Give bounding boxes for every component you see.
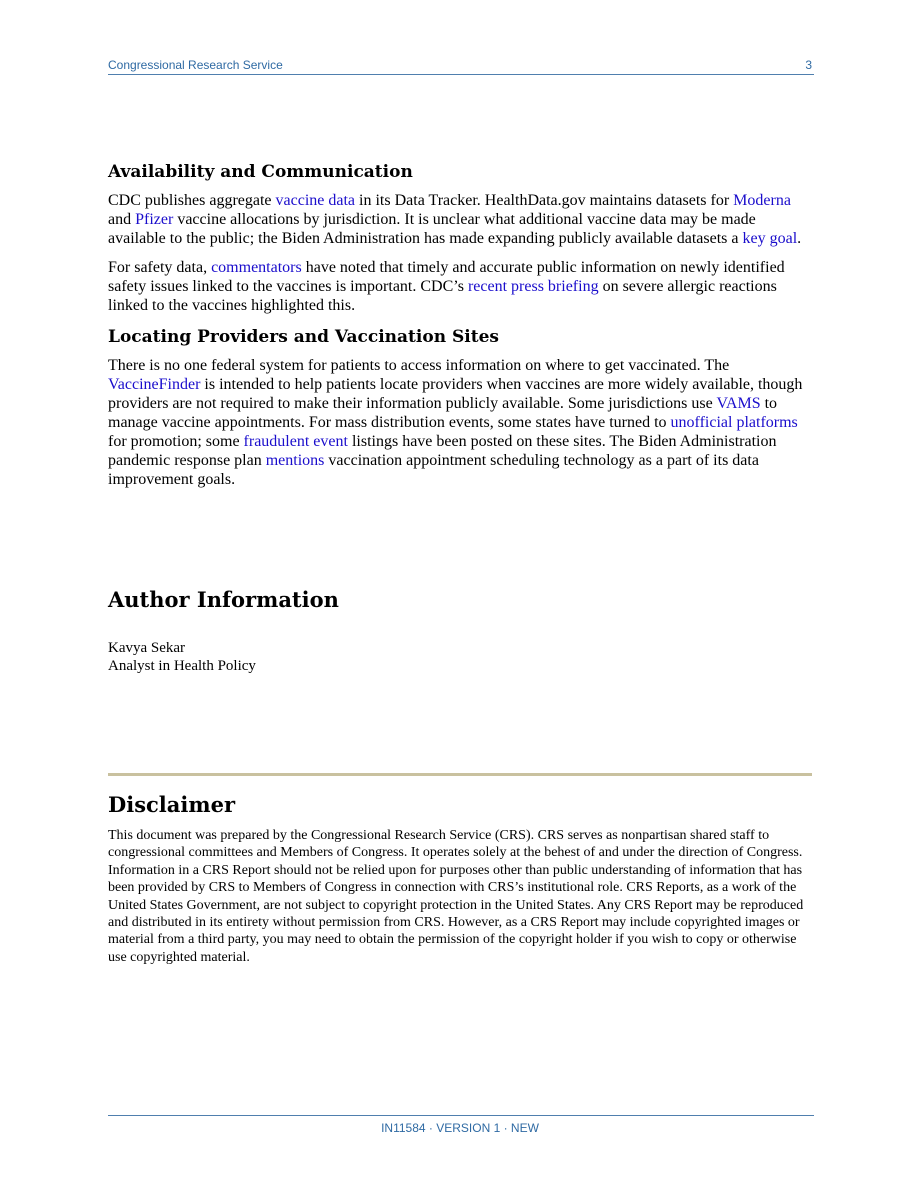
heading-author-information: Author Information bbox=[108, 587, 339, 612]
text-span: . bbox=[797, 230, 802, 247]
link-commentators[interactable]: commentators bbox=[211, 259, 302, 276]
link-moderna[interactable]: Moderna bbox=[733, 192, 791, 209]
section-divider bbox=[108, 773, 812, 776]
link-recent-press-briefing[interactable]: recent press briefing bbox=[467, 278, 599, 295]
text-span: for promotion; some bbox=[108, 433, 244, 450]
author-block bbox=[108, 639, 256, 675]
text-span: on severe allergic reactions linked to the vaccines highlighted this. bbox=[108, 278, 777, 314]
footer-divider bbox=[108, 1115, 814, 1116]
link-mentions[interactable]: mentions bbox=[265, 452, 325, 469]
text-span: is intended to help patients locate providers when vaccines are more widely available, though providers are not required to make their information publicly available. Some jurisdictions use bbox=[108, 376, 803, 412]
link-vams[interactable]: VAMS bbox=[716, 395, 761, 412]
heading-disclaimer: Disclaimer bbox=[108, 792, 236, 817]
text-span: listings have been posted on these sites. The Biden Administration pandemic response plan bbox=[108, 433, 777, 469]
paragraph-locating-1 bbox=[108, 356, 814, 489]
text-span: vaccination appointment scheduling technology as a part of its data improvement goals. bbox=[108, 452, 759, 488]
text-span: For safety data, bbox=[108, 259, 212, 276]
main-content bbox=[108, 160, 814, 499]
link-vaccinefinder[interactable]: VaccineFinder bbox=[108, 376, 201, 393]
text-span: in its Data Tracker. HealthData.gov maintains datasets for bbox=[355, 192, 734, 209]
text-span: and bbox=[108, 211, 136, 228]
text-span: to manage vaccine appointments. For mass distribution events, some states have turned to bbox=[108, 395, 778, 431]
header-page-number: 3 bbox=[805, 58, 812, 72]
footer-report-id: IN11584 · VERSION 1 · NEW bbox=[381, 1121, 539, 1135]
paragraph-availability-2 bbox=[108, 258, 814, 315]
heading-locating-providers: Locating Providers and Vaccination Sites bbox=[108, 327, 499, 347]
text-span: CDC publishes aggregate bbox=[108, 192, 276, 209]
link-fraudulent-event[interactable]: fraudulent event bbox=[243, 433, 348, 450]
header-org-name: Congressional Research Service bbox=[108, 58, 283, 72]
link-pfizer[interactable]: Pfizer bbox=[135, 211, 174, 228]
page-header bbox=[108, 58, 814, 75]
text-span: have noted that timely and accurate public information on newly identified safety issues linked to the vaccines is important. CDC’s bbox=[108, 259, 785, 295]
link-vaccine-data[interactable]: vaccine data bbox=[275, 192, 356, 209]
link-unofficial-platforms[interactable]: unofficial platforms bbox=[670, 414, 798, 431]
disclaimer-text: This document was prepared by the Congressional Research Service (CRS). CRS serves as nonpartisan shared staff to congressional committees and Members of Congress. It operates solely at the behest of and under the direction of Congress. Information in a CRS Report should not be relied upon for purposes other than public understanding of information that has been provided by CRS to Members of Congress in connection with CRS’s institutional role. CRS Reports, as a work of the United States Government, are not subject to copyright protection in the United States. Any CRS Report may be reproduced and distributed in its entirety without permission from CRS. However, as a CRS Report may include copyrighted images or material from a third party, you may need to obtain the permission of the copyright holder if you wish to copy or otherwise use copyrighted material. bbox=[108, 828, 804, 965]
author-role: Analyst in Health Policy bbox=[108, 658, 256, 674]
text-span: vaccine allocations by jurisdiction. It is unclear what additional vaccine data may be made available to the public; the Biden Administration has made expanding publicly available datasets a bbox=[108, 211, 756, 247]
paragraph-availability-1 bbox=[108, 191, 814, 248]
link-key-goal[interactable]: key goal bbox=[742, 230, 798, 247]
heading-availability: Availability and Communication bbox=[108, 162, 413, 182]
text-span: There is no one federal system for patients to access information on where to get vaccinated. The bbox=[108, 357, 730, 374]
author-name: Kavya Sekar bbox=[108, 640, 186, 656]
